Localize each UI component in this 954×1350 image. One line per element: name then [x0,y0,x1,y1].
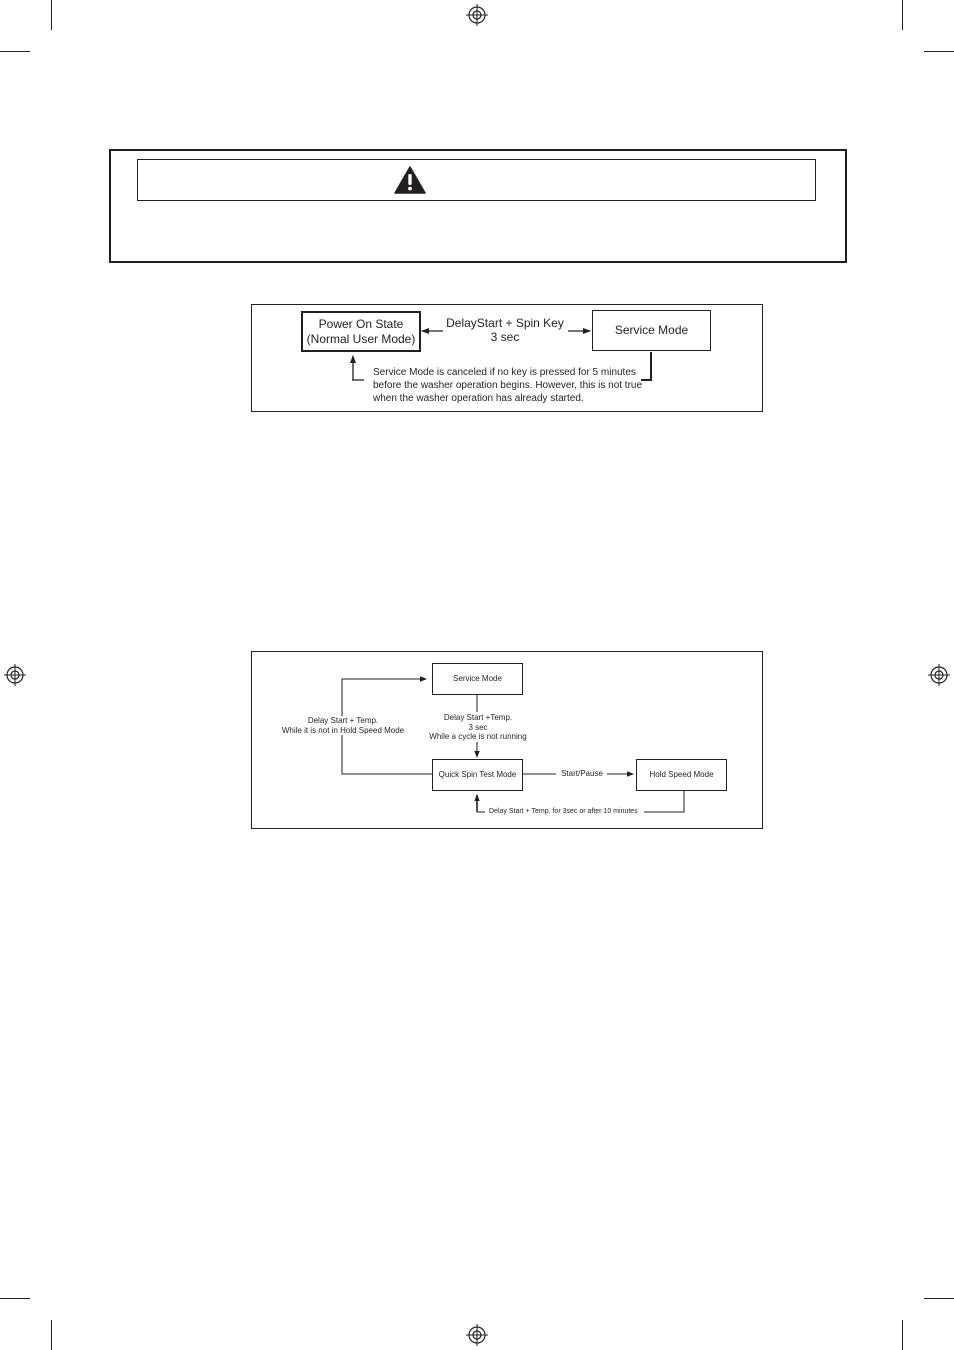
note-line-2: before the washer operation begins. However, this is not true [373,380,643,391]
power-on-label-line1: Power On State [318,316,404,331]
service-mode-label: Service Mode [614,323,689,337]
quick-spin-test-mode-box [432,759,523,791]
duration-text: 3 sec [490,330,520,345]
note-line-3: when the washer operation has already started. [373,393,584,404]
mid-label-line-2: 3 sec [468,722,488,732]
start-pause-label: Start/Pause [561,769,603,778]
left-label-line-1: Delay Start + Temp. [307,716,379,725]
left-transition-label [276,716,410,735]
mid-label-line-3: While a cycle is not running [429,732,527,742]
note-line-1: Service Mode is canceled if no key is pressed for 5 minutes [373,367,636,378]
mid-label-line-1: Delay Start +Temp. [443,713,513,722]
key-combo-text: DelayStart + Spin Key [446,316,564,330]
power-on-label-line2: (Normal User Mode) [306,331,416,346]
middle-transition-label [420,713,536,742]
service-mode-label-2: Service Mode [453,674,502,683]
left-label-line-2: While it is not in Hold Speed Mode [281,725,405,735]
bottom-transition-label: Delay Start + Temp. for 3sec or after 10 minutes [489,808,638,815]
hold-speed-mode-box [636,759,727,791]
service-mode-box-2 [432,663,523,695]
hold-speed-label: Hold Speed Mode [649,770,714,779]
quick-spin-label: Quick Spin Test Mode [438,770,517,779]
